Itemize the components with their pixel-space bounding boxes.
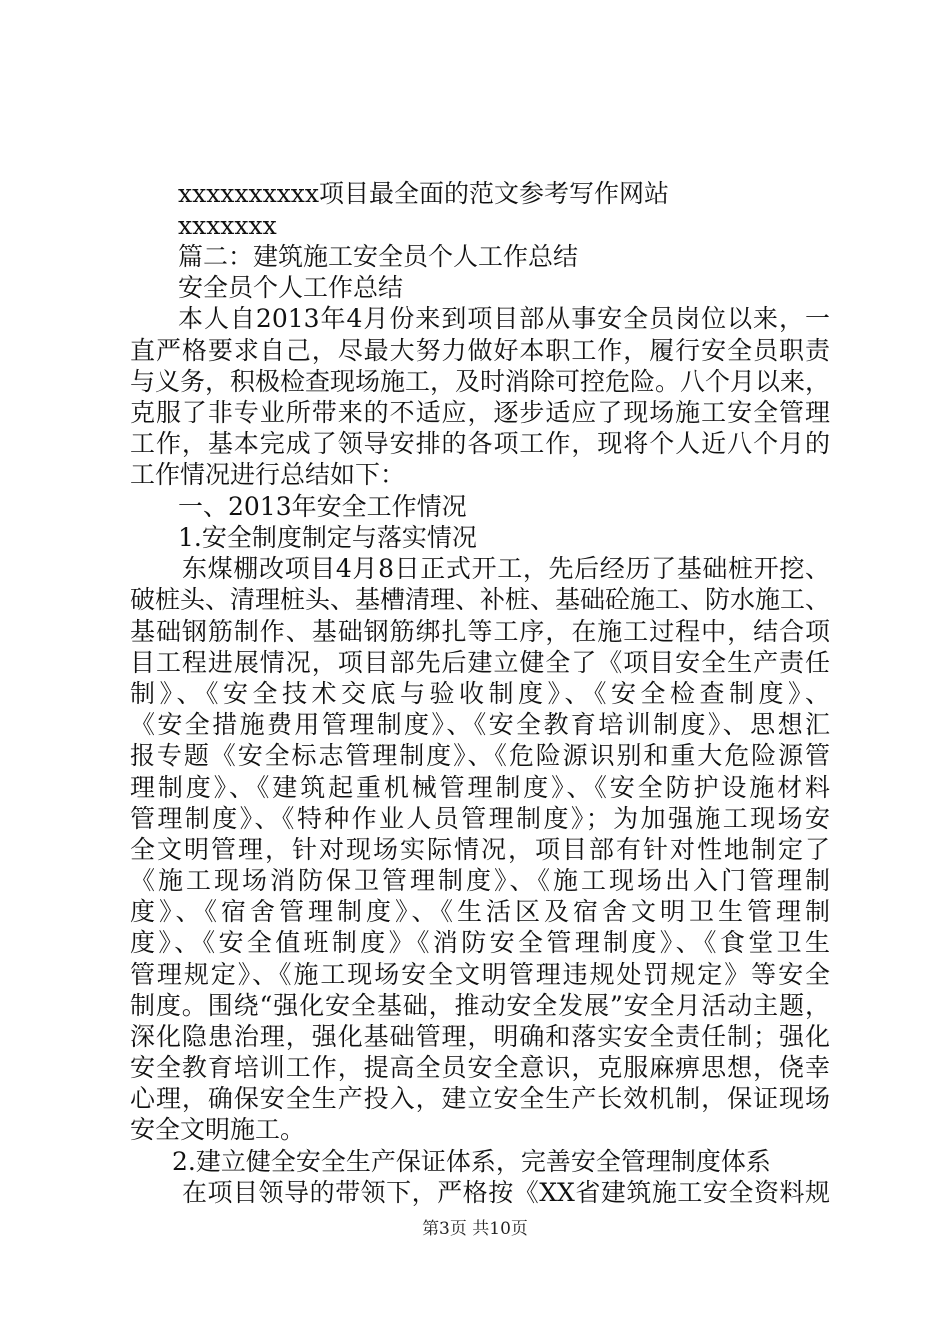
paragraph-line: 工作，基本完成了领导安排的各项工作，现将个人近八个月的 [130, 429, 830, 458]
doc-line-header-placeholder: xxxxxxx [178, 211, 277, 240]
paragraph-line: 深化隐患治理，强化基础管理，明确和落实安全责任制；强化 [130, 1022, 830, 1051]
doc-subtitle: 安全员个人工作总结 [178, 273, 404, 302]
subsection-heading: 1.安全制度制定与落实情况 [178, 523, 477, 552]
paragraph-line: 基础钢筋制作、基础钢筋绑扎等工序，在施工过程中，结合项 [130, 617, 830, 646]
paragraph-line: 管理规定》、《施工现场安全文明管理违规处罚规定》等安全 [130, 960, 830, 989]
paragraph-line: 直严格要求自己，尽最大努力做好本职工作，履行安全员职责 [130, 336, 830, 365]
paragraph-line: 安全教育培训工作，提高全员安全意识，克服麻痹思想，侥幸 [130, 1053, 830, 1082]
paragraph-line: 度》、《安全值班制度》《消防安全管理制度》、《食堂卫生 [130, 928, 830, 957]
paragraph-line: 工作情况进行总结如下： [130, 460, 406, 489]
paragraph-line: 目工程进展情况，项目部先后建立健全了《项目安全生产责任 [130, 648, 830, 677]
paragraph-line: 心理，确保安全生产投入，建立安全生产长效机制，保证现场 [130, 1084, 830, 1113]
paragraph-line: 破桩头、清理桩头、基槽清理、补桩、基础砼施工、防水施工、 [130, 585, 830, 614]
paragraph-line: 报专题《安全标志管理制度》、《危险源识别和重大危险源管 [130, 741, 830, 770]
section-heading: 一、2013年安全工作情况 [178, 492, 467, 521]
paragraph-line: 在项目领导的带领下，严格按《XX省建筑施工安全资料规 [182, 1178, 830, 1207]
paragraph-line: 《安全措施费用管理制度》、《安全教育培训制度》、思想汇 [130, 710, 830, 739]
paragraph-line: 理制度》、《建筑起重机械管理制度》、《安全防护设施材料 [130, 773, 830, 802]
paragraph-line: 与义务，积极检查现场施工，及时消除可控危险。八个月以来， [130, 367, 830, 396]
paragraph-line: 全文明管理，针对现场实际情况，项目部有针对性地制定了 [130, 835, 830, 864]
paragraph-line: 制度。围绕“强化安全基础，推动安全发展”安全月活动主题， [130, 991, 830, 1020]
paragraph-line: 度》、《宿舍管理制度》、《生活区及宿舍文明卫生管理制 [130, 897, 830, 926]
paragraph-line: 克服了非专业所带来的不适应，逐步适应了现场施工安全管理 [130, 398, 830, 427]
paragraph-line: 管理制度》、《特种作业人员管理制度》；为加强施工现场安 [130, 804, 830, 833]
paragraph-line: 《施工现场消防保卫管理制度》、《施工现场出入门管理制 [130, 866, 830, 895]
paragraph-line: 制》、《安全技术交底与验收制度》、《安全检查制度》、 [130, 679, 830, 708]
subsection-heading: 2.建立健全安全生产保证体系，完善安全管理制度体系 [172, 1147, 771, 1176]
paragraph-line: 东煤棚改项目4月8日正式开工，先后经历了基础桩开挖、 [182, 554, 830, 583]
paragraph-line: 安全文明施工。 [130, 1115, 306, 1144]
doc-line-header-site: xxxxxxxxxx项目最全面的范文参考写作网站 [178, 179, 669, 208]
paragraph-line: 本人自2013年4月份来到项目部从事安全员岗位以来，一 [178, 304, 830, 333]
page-number-footer: 第3页 共10页 [422, 1219, 528, 1239]
doc-article-title: 篇二：建筑施工安全员个人工作总结 [178, 242, 579, 271]
